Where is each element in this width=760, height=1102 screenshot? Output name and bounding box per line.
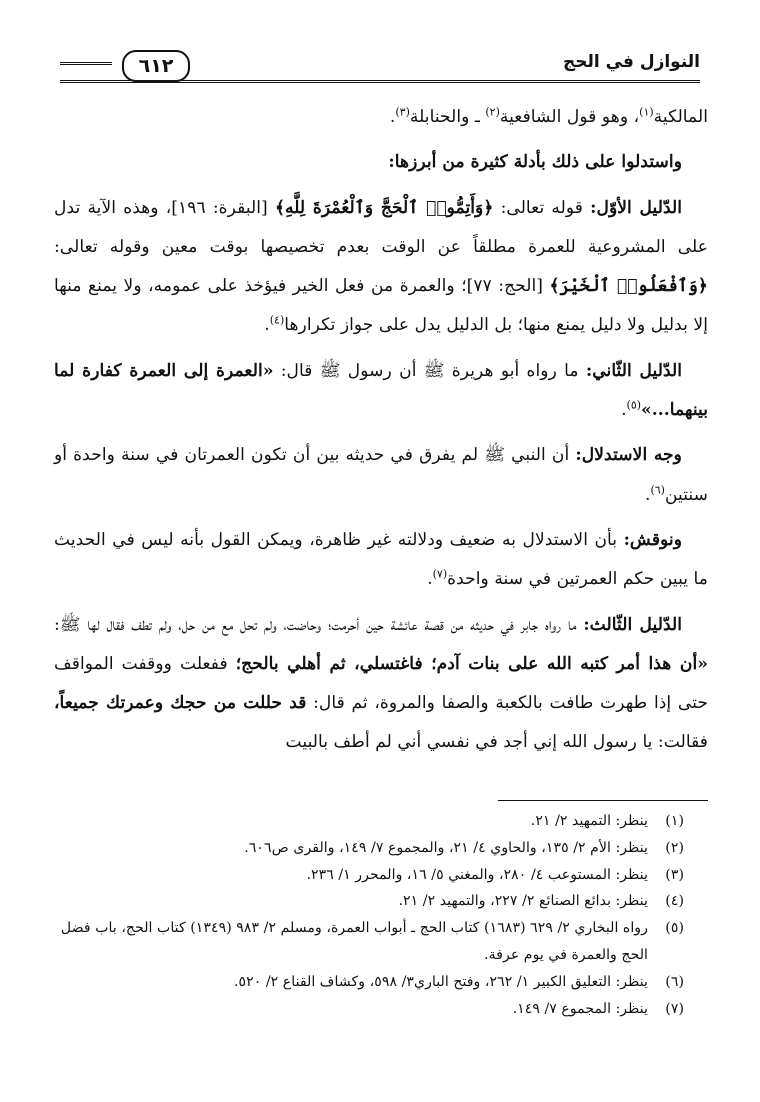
paragraph xyxy=(54,436,708,515)
footnote-number: (١) xyxy=(665,813,684,829)
footnote xyxy=(54,915,684,969)
footnotes xyxy=(54,808,684,1022)
footnote-marker: (٢) xyxy=(485,105,500,119)
text-run: . xyxy=(644,484,651,505)
text-run: ففعلت ووقفت المواقف حتى إذا طهرت طافت بالكعبة والصفا والمروة، ثم قال: xyxy=(54,653,708,714)
text-run: . xyxy=(427,569,433,590)
text-run: قد حللت من حجك وعمرتك جميعاً، xyxy=(54,693,307,714)
text-run: «أن هذا أمر كتبه الله على بنات آدم؛ فاغتسلي، ثم أهلي بالحج؛ xyxy=(235,653,708,674)
footnote-text: رواه البخاري ٢/ ٦٢٩ (١٦٨٣) كتاب الحج ـ أبواب العمرة، ومسلم ٢/ ٩٨٣ (١٣٤٩) كتاب الحج، باب فضل الحج والعمرة في يوم عرفة. xyxy=(60,920,648,963)
quran-verse: ﴿وَٱفْعَلُوا۟ ٱلْخَيْرَ﴾ xyxy=(549,276,708,297)
text-run: ما رواه جابر في حديثه من قصة عائشة حين أحرمت؛ وحاضت، ولم تحل مع من حل، ولم تطف فقال لها ﷺ: xyxy=(54,614,584,635)
footnote-marker: (٦) xyxy=(650,482,665,496)
header-rule-left xyxy=(60,62,112,65)
text-run: الدّليل الثّاني: xyxy=(585,360,682,381)
footnote-marker: (٥) xyxy=(626,398,642,412)
paragraph xyxy=(54,189,708,346)
text-run: الدّليل الثّالث: xyxy=(583,614,683,635)
footnote-text: ينظر: بدائع الصنائع ٢/ ٢٢٧، والتمهيد ٢/ ٢١. xyxy=(398,893,648,910)
text-run: [البقرة: ١٩٦]، وهذه الآية تدل على المشروعية للعمرة مطلقاً عن الوقت بعدم تخصيصها بوقت معين وقوله تعالى: xyxy=(54,197,708,257)
paragraph xyxy=(54,352,708,431)
text-run: أن النبي ﷺ لم يفرق في حديثه بين أن تكون العمرتان في سنة واحدة أو سنتين xyxy=(54,445,708,505)
footnote-number: (٢) xyxy=(665,839,684,856)
footnote-number: (٤) xyxy=(665,893,684,910)
text-run: وجه الاستدلال: xyxy=(575,445,682,466)
footnote xyxy=(54,996,684,1023)
text-run: . xyxy=(621,400,627,421)
footnote-text: ينظر: التمهيد ٢/ ٢١. xyxy=(530,813,648,829)
paragraph xyxy=(54,143,708,182)
footnote-number: (٧) xyxy=(665,1000,684,1017)
text-run: بأن الاستدلال به ضعيف ودلالته غير ظاهرة، ويمكن القول بأنه ليس في الحديث ما يبين حكم العمرتين في سنة واحدة xyxy=(54,529,708,590)
quran-verse: ﴿وَأَتِمُّوا۟ ٱلْحَجَّ وَٱلْعُمْرَةَ لِلَّهِ﴾ xyxy=(274,197,494,218)
text-run: ونوقش: xyxy=(623,529,682,550)
page-number: ٦١٢ xyxy=(122,50,190,82)
footnote-text: ينظر: التعليق الكبير ١/ ٢٦٢، وفتح الباري٣/ ٥٩٨، وكشاف القناع ٢/ ٥٢٠. xyxy=(233,973,648,990)
text-run: ـ والحنابلة xyxy=(409,107,486,127)
body-text xyxy=(54,98,708,769)
footnote xyxy=(54,835,684,862)
paragraph xyxy=(54,98,708,137)
text-run: فقالت: يا رسول الله إني أجد في نفسي أني لم أطف بالبيت xyxy=(285,732,708,753)
footnote-number: (٣) xyxy=(665,866,684,883)
footnote-text: ينظر: المجموع ٧/ ١٤٩. xyxy=(512,1000,648,1017)
text-run: قوله تعالى: xyxy=(493,197,591,218)
text-run: [الحج: ٧٧]؛ والعمرة من فعل الخير فيؤخذ على عمومه، ولا يمنع منها إلا بدليل ولا دليل يمنع منها؛ بل الدليل يدل على جواز تكرارها xyxy=(54,276,708,336)
footnote xyxy=(54,969,684,996)
footnote-text: ينظر: المستوعب ٤/ ٢٨٠، والمغني ٥/ ١٦، والمحرر ١/ ٢٣٦. xyxy=(306,866,648,883)
text-run: الدّليل الأوّل: xyxy=(590,197,682,218)
footnote-marker: (٣) xyxy=(395,105,410,119)
footnote-number: (٦) xyxy=(665,973,684,990)
footnote-marker: (٧) xyxy=(432,567,448,581)
footnote-number: (٥) xyxy=(665,920,684,937)
text-run: واستدلوا على ذلك بأدلة كثيرة من أبرزها: xyxy=(388,152,682,173)
footnote-text: ينظر: الأم ٢/ ١٣٥، والحاوي ٤/ ٢١، والمجموع ٧/ ١٤٩، والقرى ص٦٠٦. xyxy=(244,839,648,856)
text-run: . xyxy=(264,315,270,336)
footnote xyxy=(54,888,684,915)
footnote xyxy=(54,862,684,889)
text-run: المالكية xyxy=(653,107,708,127)
footnote-marker: (٤) xyxy=(269,313,285,327)
paragraph xyxy=(54,606,708,763)
text-run: «العمرة إلى العمرة كفارة لما بينهما...» xyxy=(54,360,708,421)
footnote-marker: (١) xyxy=(639,105,654,119)
text-run: ، وهو قول الشافعية xyxy=(499,107,640,127)
footnote-separator xyxy=(498,800,708,801)
page-header xyxy=(60,44,700,88)
text-run: . xyxy=(389,107,396,127)
text-run: ما رواه أبو هريرة ﷺ أن رسول ﷺ قال: xyxy=(273,360,586,381)
footnote xyxy=(54,808,684,835)
paragraph xyxy=(54,521,708,600)
running-title: النوازل في الحج xyxy=(562,52,700,72)
